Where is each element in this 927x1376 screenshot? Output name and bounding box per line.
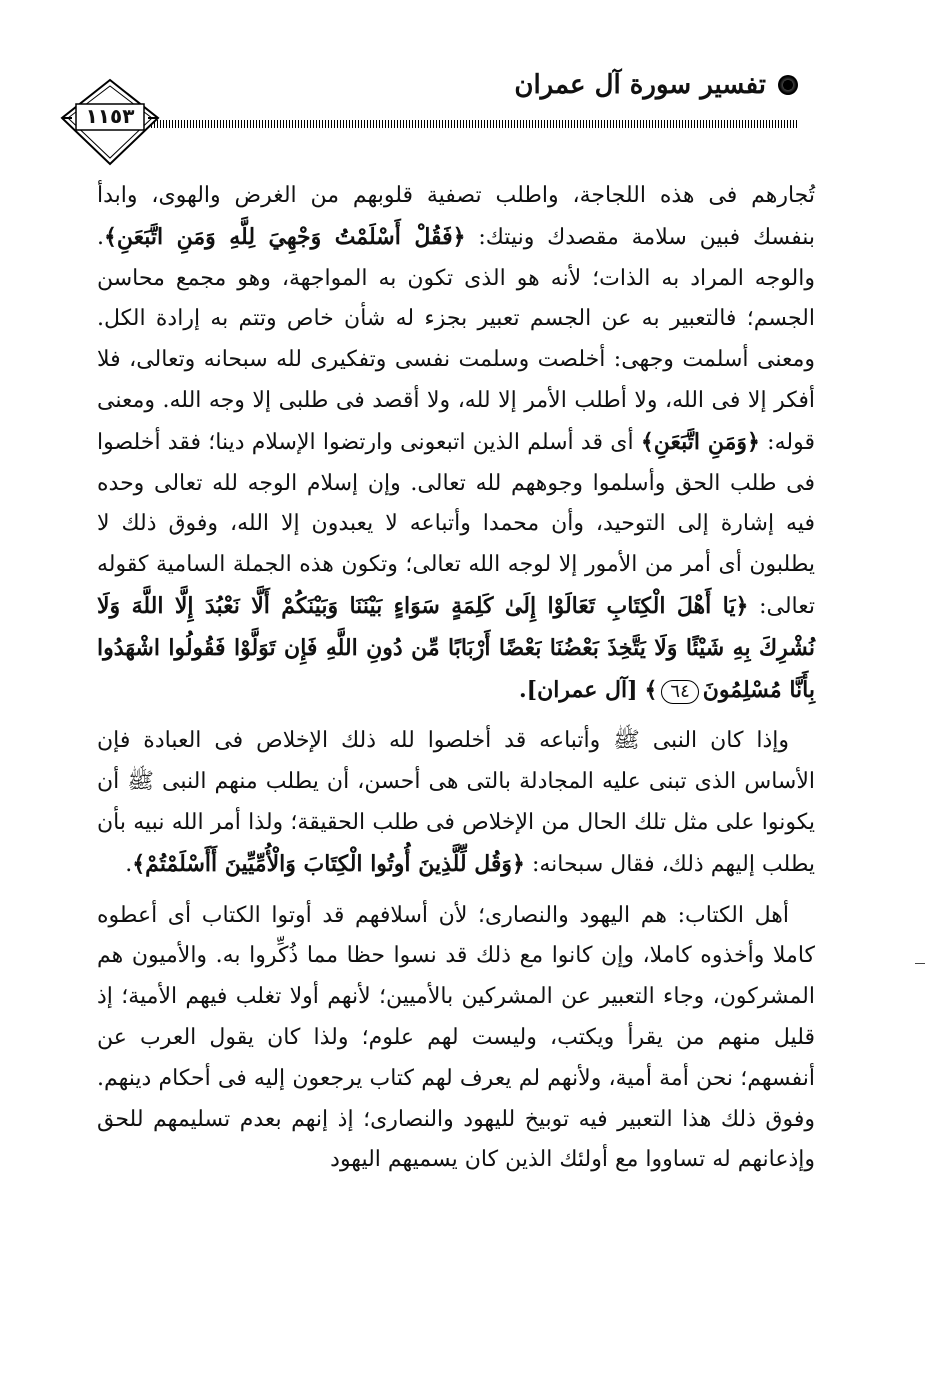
header-rule [148, 120, 798, 128]
paragraph-1-text-a: تُجارهم فى هذه اللجاجة، واطلب تصفية قلوبهم من الغرض والهوى، وابدأ بنفسك فبين سلامة مقصدك ونيتك: [97, 183, 816, 250]
surah-reference: [آل عمران]. [519, 676, 638, 703]
quran-quote-3: ﴿يَا أَهْلَ الْكِتَابِ تَعَالَوْا إِلَىٰ كَلِمَةٍ سَوَاءٍ بَيْنَنَا وَبَيْنَكُمْ أَلَّا نَعْبُدَ إِلَّا اللَّهَ وَلَا نُشْرِكَ بِهِ شَيْئًا وَلَا يَتَّخِذَ بَعْضُنَا بَعْضًا أَرْبَابًا مِّن دُونِ اللَّهِ فَإِن تَوَلَّوْا فَقُولُوا اشْهَدُوا بِأَنَّا مُسْلِمُونَ [97, 592, 815, 703]
running-title [514, 70, 798, 100]
paragraph-3 [97, 896, 815, 1182]
margin-mark [915, 963, 925, 964]
page-number-badge [58, 78, 162, 166]
paragraph-2-text-a: وإذا كان النبى ﷺ وأتباعه قد أخلصوا لله ذلك الإخلاص فى العبادة فإن الأساس الذى تبنى عليه المجادلة بالتى هى أحسن، أن يطلب منهم النبى ﷺ أن يكونوا على مثل تلك الحال من الإخلاص فى طلب الحقيقة؛ ولذا أمر الله نبيه بأن يطلب إليهم ذلك، فقال سبحانه: [97, 728, 815, 877]
paragraph-3-text: أهل الكتاب: هم اليهود والنصارى؛ لأن أسلافهم قد أوتوا الكتاب أى أعطوه كاملا وأخذوه كاملا، وإن كانوا مع ذلك قد نسوا حظا مما ذُكِّروا به. والأميون هم المشركون، وجاء التعبير عن المشركين بالأميين؛ لأنهم أولا تغلب فيهم الأمية؛ إذ قليل منهم من يقرأ ويكتب، وليست لهم علوم؛ ولذا كان يقول العرب عن أنفسهم؛ نحن أمة أمية، ولأنهم لم يعرف لهم كتاب يرجعون إليه فى أحكام دينهم. وفوق ذلك هذا التعبير فيه توبيخ لليهود والنصارى؛ إذ إنهم بعدم تسليمهم للحق وإذعانهم له تساووا مع أولئك الذين كان يسميهم اليهود [97, 902, 815, 1173]
page-number: ١١٥٣ [85, 104, 135, 128]
verse-number: ٦٤ [661, 680, 698, 704]
paragraph-1-text-b: . والوجه المراد به الذات؛ لأنه هو الذى تكون به المواجهة، وهو مجمع محاسن الجسم؛ فالتعبير به عن الجسم تعبير بجزء له شأن خاص وتتم به إرادة الكل. ومعنى أسلمت وجهى: أخلصت وسلمت نفسى وتفكيرى لله سبحانه وتعالى، فلا أفكر إلا فى الله، ولا أطلب الأمر إلا لله، ولا أقصد فى طلبى إلا وجه الله. ومعنى قوله: [97, 224, 815, 455]
page-header [58, 58, 798, 168]
paragraph-1-text-c: أى قد أسلم الذين اتبعونى وارتضوا الإسلام دينا؛ فقد أخلصوا فى طلب الحق وأسلموا وجوههم لله تعالى. وإن إسلام الوجه لله تعالى وحده فيه إشارة إلى التوحيد، وأن محمدا وأتباعه لا يعبدون إلا الله، وفوق ذلك لا يطلبون أى أمر من الأمور إلا لوجه الله تعالى؛ وتكون هذه الجملة السامية كقوله تعالى: [97, 429, 815, 619]
quran-quote-2: ﴿وَمَنِ اتَّبَعَنِ﴾ [640, 428, 760, 455]
running-title-text: تفسير سورة آل عمران [514, 70, 766, 100]
paragraph-2-text-b: . [125, 851, 133, 877]
paragraph-1 [97, 176, 815, 711]
paragraph-2 [97, 721, 815, 885]
quran-quote-3-close: ﴾ [644, 676, 658, 703]
page-body [97, 176, 815, 1191]
quran-quote-4: ﴿وَقُل لِّلَّذِينَ أُوتُوا الْكِتَابَ وَالْأُمِّيِّينَ أَأَسْلَمْتُمْ﴾ [132, 850, 525, 877]
ornament-icon [778, 75, 798, 95]
quran-quote-1: ﴿فَقُلْ أَسْلَمْتُ وَجْهِيَ لِلَّهِ وَمَنِ اتَّبَعَنِ﴾ [104, 223, 466, 250]
